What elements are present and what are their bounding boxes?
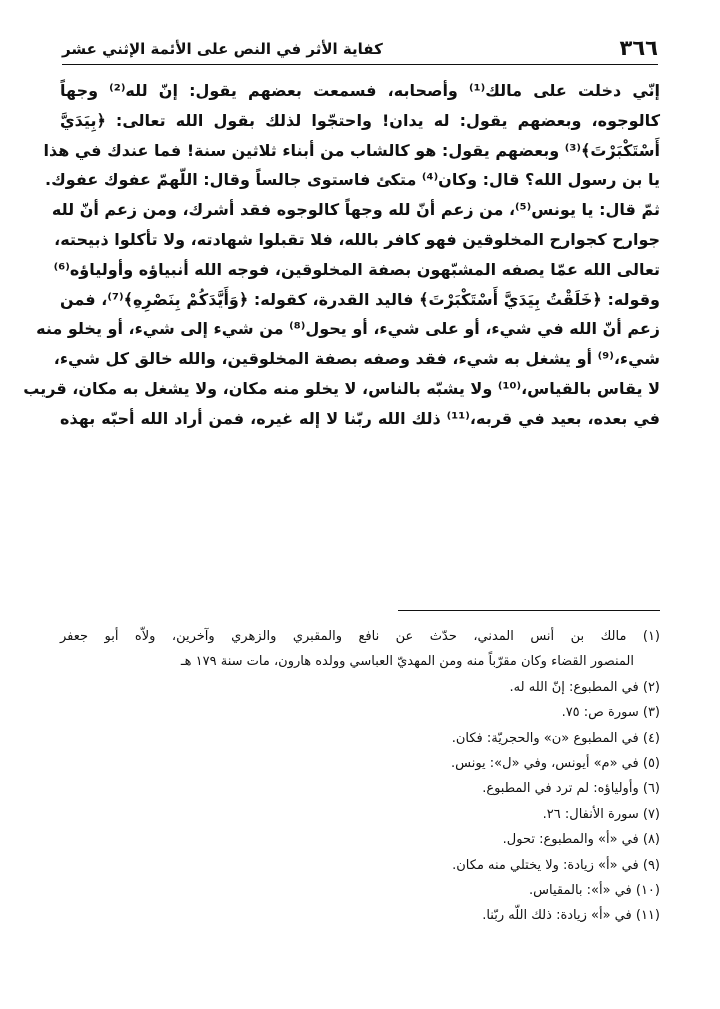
main-text [23,76,661,434]
text-line: تعالى الله عمّا يصفه المشبّهون بصفة المخلوقين، فوجه الله أنبياؤه وأولياؤه⁽⁶⁾ [53,259,660,279]
footnote: (٤) في المطبوع «ن» والحجريّة: فكان. [451,730,660,746]
footnote: (٣) سورة ص: ٧٥. [561,705,660,721]
footnote-continuation: المنصور القضاء وكان مقرّباً منه ومن المهديّ العباسي وولده هارون، مات سنة ١٧٩ هـ [180,654,634,670]
footnote: (٦) وأولياؤه: لم ترد في المطبوع. [482,781,660,797]
footnotes [60,624,660,929]
footnote: (١١) في «أ» زيادة: ذلك اللّه ربّنا. [482,908,660,924]
text-line: كالوجوه، وبعضهم يقول: له يدان! واحتجّوا لذلك بقول الله تعالى: ﴿بِيَدَيَّ [60,110,660,130]
text-line: إنّي دخلت على مالك⁽¹⁾ وأصحابه، فسمعت بعضهم يقول: إنّ لله⁽²⁾ وجهاً [60,81,660,100]
text-line: لا يقاس بالقياس،⁽¹⁰⁾ ولا يشبّه بالناس، لا يخلو منه مكان، ولا يشغل به مكان، قريب [23,378,660,398]
page-header [62,30,658,65]
page-number: ٣٦٦ [619,36,658,60]
footnote: (٢) في المطبوع: إنّ الله له. [509,679,660,695]
text-line: ثمّ قال: يا يونس⁽⁵⁾، من زعم أنّ لله وجهاً كالوجوه فقد أشرك، ومن زعم أنّ لله [51,200,660,220]
text-line: يا بن رسول الله؟ قال: وكان⁽⁴⁾ متكئ فاستوى جالساً وقال: اللّهمّ عفوك عفوك. [45,170,660,190]
footnote: (١) مالك بن أنس المدني، حدّث عن نافع والمقبري والزهري وآخرين، ولاّه أبو جعفر [60,629,660,644]
text-line: وقوله: ﴿خَلَقْتُ بِيَدَيَّ أَسْتَكْبَرْتَ﴾ فاليد القدرة، كقوله: ﴿وَأَيَّدَكُمْ بِنَصْرِهِ﴾⁽⁷⁾، فمن [60,289,661,309]
running-title: كفاية الأثر في النص على الأئمة الإثني عشر [62,40,383,58]
footnote: (٥) في «م» أيونس، وفي «ل»: يونس. [451,755,660,771]
footnote: (٩) في «أ» زيادة: ولا يختلي منه مكان. [452,857,660,873]
footnote: (١٠) في «أ»: بالمقياس. [529,882,660,898]
text-line: زعم أنّ الله في شيء، أو على شيء، أو يحول⁽⁸⁾ من شيء إلى شيء، أو يخلو منه [36,319,660,339]
text-line: في بعده، بعيد في قربه،⁽¹¹⁾ ذلك الله ربّنا لا إله غيره، فمن أراد الله أحبّه بهذه [60,408,660,428]
footnote: (٧) سورة الأنفال: ٢٦. [542,806,660,822]
footnote: (٨) في «أ» والمطبوع: تحول. [502,832,660,848]
text-line: شيء،⁽⁹⁾ أو يشغل به شيء، فقد وصفه بصفة المخلوقين، والله خالق كل شيء، [53,349,660,369]
footnote-separator [398,610,660,611]
text-line: جوارح كجوارح المخلوقين فهو كافر بالله، فلا تقبلوا شهادته، ولا تأكلوا ذبيحته، [54,229,660,249]
text-line: أَسْتَكْبَرْتَ﴾⁽³⁾ وبعضهم يقول: هو كالشاب من أبناء ثلاثين سنة! فما عندك في هذا [43,140,660,160]
